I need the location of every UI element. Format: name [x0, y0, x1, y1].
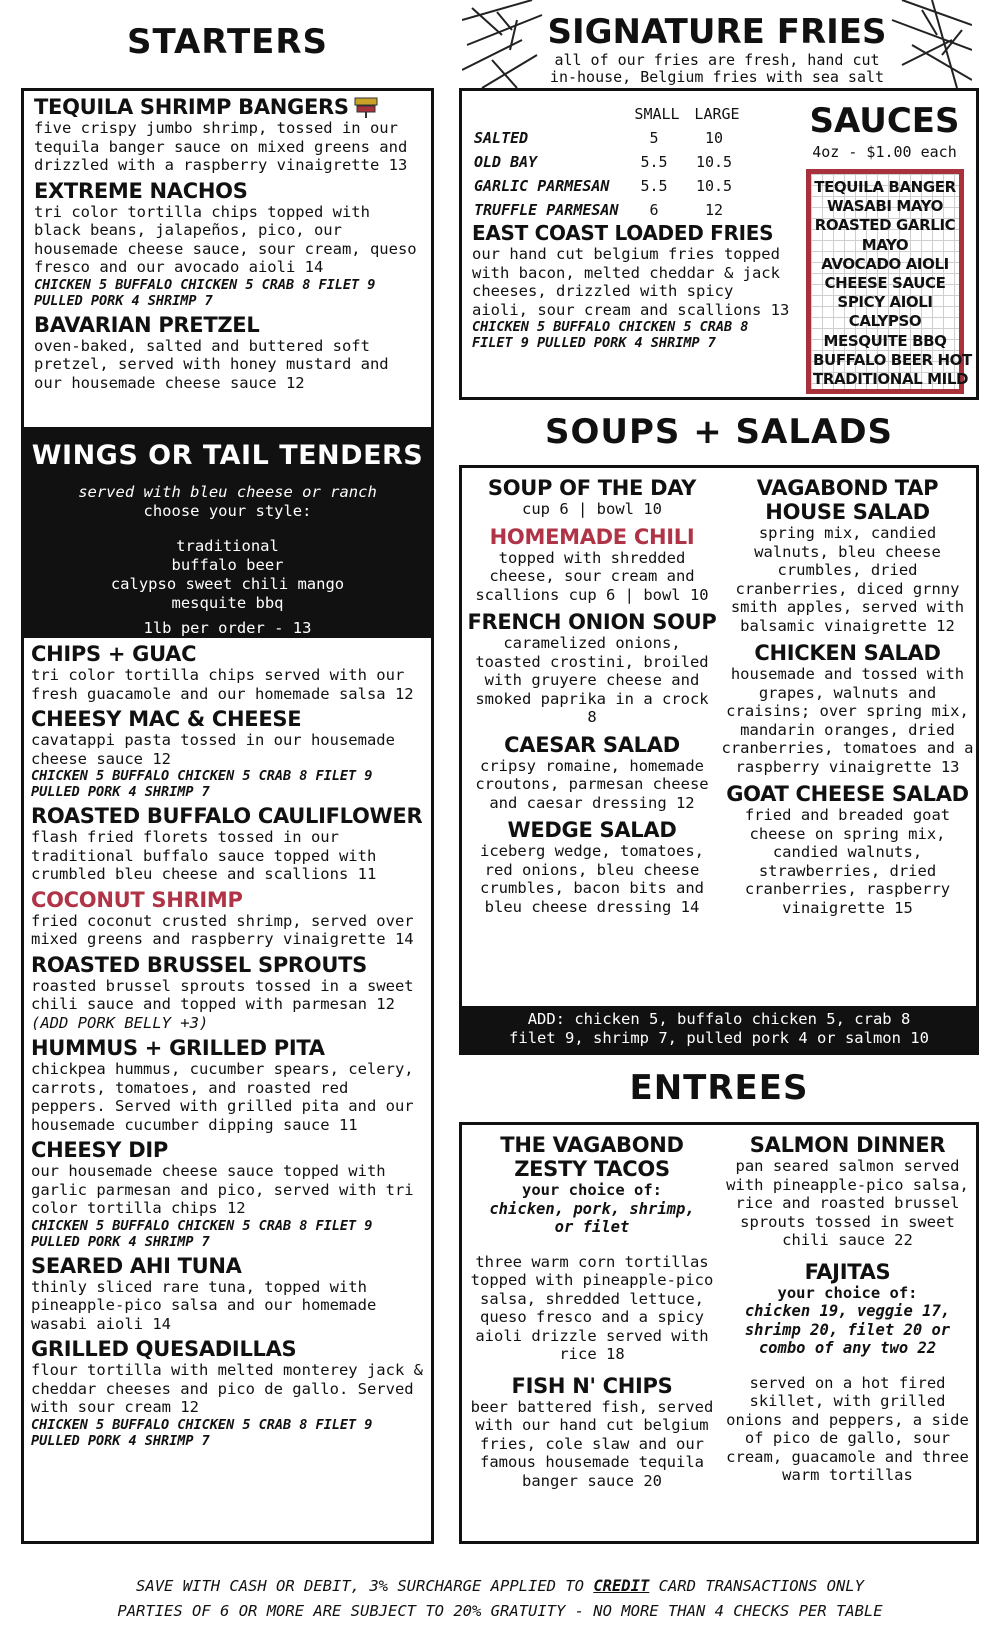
item-name: ROASTED BUFFALO CAULIFLOWER [31, 804, 423, 828]
item-name: CAESAR SALAD [504, 732, 680, 757]
entrees-box [459, 1122, 979, 1544]
sauce-item: CALYPSO [848, 312, 922, 331]
table-header [474, 105, 626, 125]
menu-item [720, 476, 975, 635]
item-name: BAVARIAN PRETZEL [34, 312, 260, 337]
fry-name: SALTED [474, 129, 529, 147]
item-desc: tri color tortilla chips topped with black beans, jalapeños, pico, our housemade cheese sauce, sour cream, queso fresco and our avocado aioli 14 [34, 202, 417, 276]
item-desc: tri color tortilla chips served with our fresh guacamole and our homemade salsa 12 [31, 666, 414, 703]
table-row [474, 127, 746, 149]
soups-box [459, 465, 979, 1055]
menu-item [31, 1337, 424, 1449]
footer-line-2: PARTIES OF 6 OR MORE ARE SUBJECT TO 20% GRATUITY - NO MORE THAN 4 CHECKS PER TABLE [117, 1602, 883, 1620]
starters-title: STARTERS [126, 22, 329, 62]
menu-item [31, 888, 424, 949]
item-desc [31, 977, 424, 1033]
menu-item [467, 1374, 717, 1491]
item-desc-text: roasted brussel sprouts tossed in a sweet chili sauce and topped with parmesan 12 [31, 976, 414, 1013]
salad-addons-bar [462, 1006, 976, 1052]
fries-price-table [472, 103, 748, 223]
menu-item [31, 1254, 424, 1334]
table-header-row [474, 105, 746, 125]
wings-style: mesquite bbq [171, 594, 284, 612]
footer-text: SAVE WITH CASH OR DEBIT, 3% SURCHARGE APPLIED TO [136, 1577, 594, 1595]
addons-line: ADD: chicken 5, buffalo chicken 5, crab 8 [527, 1010, 911, 1028]
fry-small-price: 5.5 [640, 153, 668, 171]
item-name: CHICKEN SALAD [754, 641, 941, 665]
fry-large-price: 10 [704, 129, 724, 147]
wings-title: WINGS OR TAIL TENDERS [31, 440, 424, 471]
sauce-item: BUFFALO BEER HOT [813, 350, 972, 369]
item-desc: beer battered fish, served with our hand cut belgium fries, cole slaw and our famous housemade tequila banger sauce 20 [470, 1397, 714, 1490]
item-desc: flour tortilla with melted monterey jack & cheddar cheeses and pico de gallo. Served with sour cream 12 [31, 1361, 423, 1416]
item-note: (ADD PORK BELLY +3) [31, 1013, 209, 1032]
wings-style: calypso sweet chili mango [110, 575, 345, 593]
item-addons: CHICKEN 5 BUFFALO CHICKEN 5 CRAB 8 FILET 9 PULLED PORK 4 SHRIMP 7 [472, 319, 749, 351]
fries-subtitle-line: in-house, Belgium fries with sea salt [549, 68, 885, 86]
wings-style: buffalo beer [171, 556, 284, 574]
fry-small-price: 6 [649, 201, 659, 219]
item-desc: flash fried florets tossed in our traditional buffalo sauce topped with crumbled bleu cheese and scallions 11 [31, 828, 377, 883]
item-name: CHEESY MAC & CHEESE [31, 707, 302, 731]
sauce-list [806, 169, 972, 394]
footer [0, 1574, 1000, 1624]
item-desc: served on a hot fired skillet, with grilled onions and peppers, a side of pico de gallo, sour cream, guacamole and three warm tortillas [726, 1373, 969, 1484]
table-header: LARGE [694, 105, 740, 123]
menu-item [31, 1138, 424, 1250]
fry-large-price: 12 [704, 201, 724, 219]
choice-options: chicken, pork, shrimp, or filet [489, 1199, 695, 1236]
wings-style: traditional [176, 537, 279, 555]
footer-line-1 [0, 1574, 1000, 1599]
item-name: THE VAGABOND ZESTY TACOS [500, 1133, 684, 1181]
item-name: CHEESY DIP [31, 1138, 168, 1162]
fry-name: OLD BAY [474, 153, 538, 171]
menu-item [467, 733, 717, 813]
wings-served: served with bleu cheese or ranch [78, 483, 377, 501]
menu-item [31, 804, 424, 884]
menu-item [720, 782, 975, 917]
menu-item [34, 179, 421, 309]
wings-price: 1lb per order - 13 [143, 619, 312, 637]
item-desc: pan seared salmon served with pineapple-pico salsa, rice and roasted brussel sprouts tossed in sweet chili sauce 22 [726, 1157, 969, 1249]
fries-box [459, 88, 979, 400]
sauce-item: CHEESE SAUCE [824, 274, 946, 293]
item-desc: housemade and tossed with grapes, walnuts and craisins; over spring mix, mandarin oranges, dried cranberries, tomatoes and a raspberry vinaigrette 13 [721, 665, 974, 776]
menu-item [467, 525, 717, 605]
table-header: SMALL [634, 105, 680, 123]
sauce-item: TRADITIONAL MILD [813, 370, 969, 389]
signpost-icon [353, 96, 379, 118]
item-name: GOAT CHEESE SALAD [726, 782, 969, 806]
sauce-item: WASABI MAYO [827, 197, 943, 216]
item-name: SEARED AHI TUNA [31, 1253, 242, 1278]
sauce-item: TEQUILA BANGER [814, 178, 956, 196]
item-name: ROASTED BRUSSEL SPROUTS [31, 952, 367, 977]
fries-subtitle-line: all of our fries are fresh, hand cut [554, 51, 880, 69]
menu-item [720, 641, 975, 776]
item-addons: CHICKEN 5 BUFFALO CHICKEN 5 CRAB 8 FILET 9 PULLED PORK 4 SHRIMP 7 [34, 276, 376, 309]
sauce-item: SPICY AIOLI [837, 293, 933, 312]
item-addons: CHICKEN 5 BUFFALO CHICKEN 5 CRAB 8 FILET 9 PULLED PORK 4 SHRIMP 7 [31, 1217, 373, 1250]
footer-credit: CREDIT [593, 1577, 650, 1595]
item-name: CHIPS + GUAC [31, 642, 197, 666]
menu-item [720, 1133, 975, 1250]
choice-options: chicken 19, veggie 17, shrimp 20, filet 20 or combo of any two 22 [744, 1302, 951, 1357]
item-desc: cup 6 | bowl 10 [522, 500, 662, 518]
entrees-right-column [720, 1133, 975, 1491]
item-addons: CHICKEN 5 BUFFALO CHICKEN 5 CRAB 8 FILET 9 PULLED PORK 4 SHRIMP 7 [31, 768, 373, 800]
menu-item [34, 95, 421, 175]
menu-item [31, 1036, 424, 1134]
item-desc: oven-baked, salted and buttered soft pretzel, served with honey mustard and our housemade cheese sauce 12 [34, 336, 389, 392]
item-desc: five crispy jumbo shrimp, tossed in our tequila banger sauce on mixed greens and drizzled with a raspberry vinaigrette 13 [34, 119, 408, 174]
item-name: HOMEMADE CHILI [489, 524, 695, 549]
choice-heading: your choice of: [522, 1181, 662, 1199]
item-name: EAST COAST LOADED FRIES [472, 221, 774, 245]
sauce-item: ROASTED GARLIC [814, 216, 956, 235]
menu-item [472, 221, 792, 351]
menu-item [467, 476, 717, 519]
soups-left-column [467, 476, 717, 922]
item-desc: three warm corn tortillas topped with pineapple-pico salsa, shredded lettuce, queso fresco and a spicy aioli drizzle served with rice 18 [470, 1252, 714, 1363]
item-desc: chickpea hummus, cucumber spears, celery, carrots, tomatoes, and roasted red peppers. Served with grilled pita and our housemade cucumber dipping sauce 11 [31, 1060, 414, 1134]
menu-item [467, 818, 717, 916]
menu-item [34, 313, 421, 393]
wings-choose: choose your style: [143, 502, 312, 520]
item-desc: thinly sliced rare tuna, topped with pineapple-pico salsa and our homemade wasabi aioli 14 [31, 1277, 377, 1333]
item-desc: spring mix, candied walnuts, bleu cheese crumbles, dried cranberries, diced grnny smith apples, served with balsamic vinaigrette 12 [730, 524, 965, 635]
sauces-title: SAUCES [809, 101, 960, 141]
item-desc: cavatappi pasta tossed in our housemade cheese sauce 12 [31, 731, 395, 768]
item-desc: our hand cut belgium fries topped with bacon, melted cheddar & jack cheeses, drizzled with spicy aioli, sour cream and scallions 13 [472, 245, 790, 319]
item-name: TEQUILA SHRIMP BANGERS [34, 95, 421, 119]
item-desc: our housemade cheese sauce topped with garlic parmesan and pico, served with tri color tortilla chips 12 [31, 1162, 414, 1217]
menu-item [31, 953, 424, 1033]
item-name: WEDGE SALAD [507, 818, 677, 842]
item-name: GRILLED QUESADILLAS [31, 1337, 297, 1361]
fry-large-price: 10.5 [695, 153, 733, 171]
item-name: FISH N' CHIPS [511, 1373, 673, 1398]
item-name: COCONUT SHRIMP [31, 887, 243, 912]
sauce-item: AVOCADO AIOLI [821, 254, 949, 273]
item-name: FRENCH ONION SOUP [467, 610, 717, 634]
sauce-item: MESQUITE BBQ [823, 331, 947, 350]
item-desc: iceberg wedge, tomatoes, red onions, bleu cheese crumbles, bacon bits and bleu cheese dressing 14 [480, 842, 704, 916]
fry-large-price: 10.5 [695, 177, 733, 195]
item-name: SALMON DINNER [749, 1133, 946, 1157]
item-name: EXTREME NACHOS [34, 178, 248, 203]
footer-text: CARD TRANSACTIONS ONLY [649, 1577, 864, 1595]
fries-title: SIGNATURE FRIES [547, 12, 887, 52]
menu-item [467, 1133, 717, 1364]
fries-subtitle [462, 52, 972, 86]
item-name: SOUP OF THE DAY [487, 476, 697, 500]
starters-top-box [21, 88, 434, 430]
item-addons: CHICKEN 5 BUFFALO CHICKEN 5 CRAB 8 FILET 9 PULLED PORK 4 SHRIMP 7 [31, 1416, 373, 1449]
menu-item [31, 707, 424, 800]
fry-name: GARLIC PARMESAN [474, 177, 610, 195]
menu-item [720, 1260, 975, 1485]
fries-header [462, 0, 972, 88]
soups-title: SOUPS + SALADS [544, 412, 894, 452]
item-name: VAGABOND TAP HOUSE SALAD [756, 476, 939, 524]
menu-item [31, 642, 424, 703]
table-row [474, 175, 746, 197]
menu-item [467, 610, 717, 727]
item-desc: caramelized onions, toasted crostini, broiled with gruyere cheese and smoked paprika in a crock 8 [475, 634, 709, 726]
table-row [474, 199, 746, 221]
fry-small-price: 5 [649, 129, 659, 147]
item-name: HUMMUS + GRILLED PITA [31, 1036, 325, 1060]
item-desc: fried and breaded goat cheese on spring mix, candied walnuts, strawberries, dried cranberries, raspberry vinaigrette 15 [744, 806, 951, 917]
table-row [474, 151, 746, 173]
choice-heading: your choice of: [777, 1283, 918, 1302]
addons-line: filet 9, shrimp 7, pulled pork 4 or salmon 10 [509, 1029, 929, 1047]
item-desc: topped with shredded cheese, sour cream and scallions cup 6 | bowl 10 [475, 548, 709, 604]
item-desc: cripsy romaine, homemade croutons, parmesan cheese and caesar dressing 12 [475, 756, 709, 812]
sauces-price: 4oz - $1.00 each [812, 143, 957, 161]
fry-small-price: 5.5 [640, 177, 668, 195]
item-desc: fried coconut crusted shrimp, served over mixed greens and raspberry vinaigrette 14 [31, 911, 414, 948]
entrees-left-column [467, 1133, 717, 1496]
starters-bottom-box [21, 638, 434, 1544]
fry-name: TRUFFLE PARMESAN [474, 201, 619, 219]
soups-right-column [720, 476, 975, 923]
wings-box [21, 430, 434, 638]
entrees-title: ENTREES [629, 1068, 809, 1108]
sauce-item: MAYO [861, 235, 909, 254]
item-name: FAJITAS [804, 1259, 891, 1284]
